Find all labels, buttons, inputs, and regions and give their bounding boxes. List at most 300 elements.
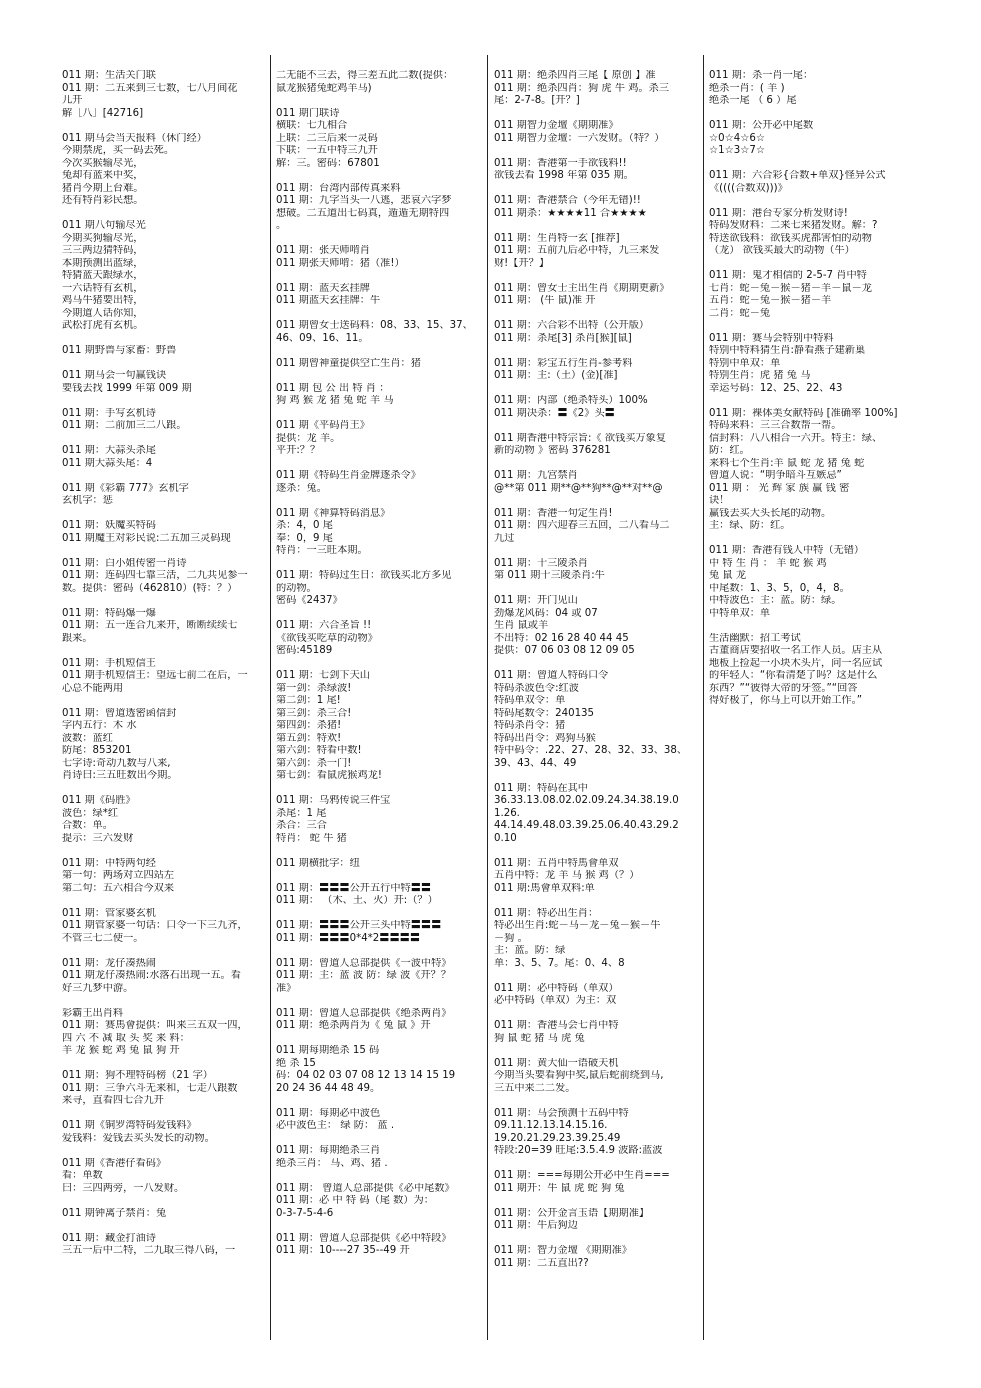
text-line: 地板上捡起一小块木头片，问一名应试	[709, 657, 883, 669]
text-line: 第三剑：杀三合!	[276, 707, 352, 719]
text-line: 绝 杀 15	[276, 1057, 316, 1069]
text-line: 九过	[494, 532, 515, 544]
text-line: 不管三七二使一。	[62, 932, 144, 944]
text-line: 跟来。	[62, 632, 93, 644]
text-line: 上联：二三后来一灵码	[276, 132, 378, 144]
text-line: 生肖 鼠或羊	[494, 620, 549, 631]
text-block	[276, 470, 481, 495]
text-line: 011 期：香港有钱人中特（无错）	[709, 545, 865, 556]
text-line: 011 期杀：★★★★11 合★★★★	[494, 207, 647, 219]
text-line: 011 期：特必出生肖：	[494, 907, 599, 919]
text-line: 今期买狗输尽光，	[62, 232, 144, 244]
text-line: 新的动物 》密码 376281	[494, 445, 611, 456]
text-line: 011 期：生肖特一玄 [推荐]	[494, 232, 620, 244]
text-line: 011 期手机短信王：望远七前二在后，一	[62, 670, 248, 681]
text-line: 011 期：四六迎春三五回，二八看马二	[494, 520, 670, 531]
text-line: 011 期： 曾道人总部提供《必中尾数》	[276, 1182, 455, 1194]
text-line: 46、09、16、11。	[276, 332, 369, 344]
text-block	[276, 1183, 481, 1221]
text-block	[276, 958, 481, 996]
text-block	[494, 395, 699, 420]
text-line: 36.33.13.08.02.02.09.24.34.38.19.0	[494, 795, 679, 806]
text-block	[494, 558, 699, 583]
text-line: 数。提供：密码（462810）(特：？）	[62, 582, 238, 594]
text-line: 011 期 ： 光 辉 家 族 赢 钱 密	[709, 482, 850, 494]
text-line: 杀：4，0 尾	[276, 520, 333, 531]
text-line: 011 期香港中特宗旨:《 欲钱买万象复	[494, 432, 666, 444]
text-block	[276, 358, 481, 371]
text-block	[494, 1108, 699, 1158]
text-line: 二肖：蛇－兔	[709, 307, 771, 319]
text-line: 011 期《铜罗湾特码爱钱料》	[62, 1120, 197, 1131]
text-block	[62, 558, 267, 596]
text-block	[494, 120, 699, 145]
text-block	[276, 1145, 481, 1170]
text-column-4	[709, 70, 924, 770]
text-block	[709, 333, 924, 396]
text-line: 猪肖今期上台难。	[62, 182, 144, 194]
text-line: 1.26.	[494, 807, 520, 819]
text-line: 今期禁虎，买一码去死。	[62, 145, 175, 156]
text-line: 011 期：香港禁合（今年无错)!!	[494, 195, 641, 206]
text-line: 011 期：五一连合九来开，断断续续七	[62, 620, 238, 631]
text-block	[276, 1045, 481, 1095]
text-line: ☆0☆4☆6☆	[709, 132, 765, 144]
text-line: 鼠龙猴猪兔蛇鸡羊马)	[276, 82, 372, 94]
text-line: 平开:？？	[276, 445, 321, 456]
text-line: 今次买猴输尽光，	[62, 157, 144, 169]
text-line: 011 期：九字当头一八逃，悲哀六字梦	[276, 195, 452, 206]
text-block	[276, 320, 481, 345]
text-line: 011 期：黄大仙一语破天机	[494, 1057, 619, 1069]
text-line: 011 期：鬼才相信的 2-5-7 肖中特	[709, 270, 867, 281]
text-column-1	[62, 70, 267, 1335]
text-line: 特中码令：.22、27、28、32、33、38、	[494, 745, 688, 756]
text-line: 011 期：公开必中尾数	[709, 120, 814, 131]
text-line: 011 期：裸体美女献特码 [准确率 100%]	[709, 407, 898, 419]
text-block	[494, 908, 699, 971]
text-line: 011 期：杀尾[3] 杀肖[猴][鼠]	[494, 332, 632, 344]
text-line: 011 期：〓〓〓0*4*2〓〓〓〓	[276, 932, 421, 944]
text-line: 011 期：二前加三二八跟。	[62, 420, 187, 431]
text-line: 011 期管家婆一句话：口令一下三九齐，	[62, 920, 248, 931]
text-line: 第 011 期十三陵杀肖:牛	[494, 570, 605, 581]
text-line: 011 期：绝杀四肖三尾【 原创 】准	[494, 70, 656, 81]
text-block	[276, 508, 481, 558]
text-line: 尾：2-7-8。[开？]	[494, 95, 580, 106]
text-line: 得好极了，你马上可以开始工作。”	[709, 695, 862, 706]
text-line: 011 期:馬會单双料:单	[494, 882, 595, 894]
text-column-2	[276, 70, 481, 1335]
text-line: 解［八］[42716]	[62, 107, 144, 119]
text-line: 特肖： 蛇 牛 猪	[276, 832, 347, 844]
text-line: 011 期：绝杀四肖：狗 虎 牛 鸡。杀三	[494, 82, 670, 94]
text-line: 011 期：生活关门联	[62, 70, 156, 81]
text-line: 想破。二五道出七码真，遁遁无期特四	[276, 207, 450, 219]
text-block	[62, 445, 267, 470]
text-line: 第七剑：看鼠虎猴鸡龙!	[276, 770, 382, 781]
text-block	[62, 795, 267, 845]
text-block	[494, 1208, 699, 1233]
text-block	[62, 1070, 267, 1108]
text-block	[276, 620, 481, 658]
text-line: 011 期：特码爆一爆	[62, 607, 156, 619]
text-line: 来料七个生肖:羊 鼠 蛇 龙 猪 兔 蛇	[709, 457, 865, 469]
text-block	[709, 545, 924, 620]
text-line: 解：三。密码：67801	[276, 157, 380, 169]
text-line: 的动物。	[276, 582, 317, 594]
text-line: 39、43、44、49	[494, 757, 577, 769]
text-line: 第二句：五六相合今双来	[62, 882, 175, 894]
text-line: 011 期：大蒜头杀尾	[62, 445, 156, 456]
text-line: 第一剑：杀绿波!	[276, 682, 352, 694]
text-block	[276, 883, 481, 908]
text-line: 011 期：曾道人总部提供《绝杀两肖》	[276, 1007, 452, 1019]
text-line: 011 期：特码过生日：欲钱买北方多见	[276, 570, 452, 581]
text-block	[494, 283, 699, 308]
text-line: 逐杀：兔。	[276, 482, 327, 494]
text-line: 杀合：三合	[276, 820, 327, 831]
text-line: 011 期：蓝天玄挂牌	[276, 282, 370, 294]
text-line: 特码单双令：单	[494, 695, 566, 706]
text-line: 011 期野兽与家畜：野兽	[62, 345, 177, 356]
text-line: 011 期：港台专家分析发财诗!	[709, 207, 848, 219]
text-block	[62, 70, 267, 120]
text-block	[62, 1158, 267, 1196]
text-block	[62, 908, 267, 946]
text-block	[709, 408, 924, 533]
text-line: 011 期：10----27 35--49 开	[276, 1245, 410, 1256]
text-line: 心总不能两用	[62, 682, 124, 694]
text-line: 的年轻人：“你看清楚了吗？这是什么	[709, 670, 878, 681]
text-line: 杀尾：1 尾	[276, 807, 327, 819]
text-line: 二无能不三去，得三差五此二数(提供：	[276, 70, 454, 81]
text-line: 011 期：公开金言玉语【期期准】	[494, 1207, 650, 1219]
text-line: 011 期：七剑下天山	[276, 670, 370, 681]
text-line: 玄机字：惩	[62, 495, 113, 506]
text-line: 011 期：六合圣旨 !!	[276, 620, 372, 631]
text-block	[276, 670, 481, 783]
text-line: 011 期：赛马会特别中特料	[709, 332, 834, 344]
text-line: 011 期：必 中 特 码（尾 数）为：	[276, 1195, 434, 1206]
text-block	[709, 270, 924, 320]
text-line: 七字诗:奇动九数与八来,	[62, 757, 171, 769]
text-block	[62, 958, 267, 996]
text-line: 011 期：香港一句定生肖!	[494, 507, 613, 519]
text-line: 011 期：连码四七靠三活，二九共见参一	[62, 570, 248, 581]
text-line: 财!【开？】	[494, 257, 550, 269]
text-line: 011 期：智力金壇 《期期准》	[494, 1245, 632, 1256]
text-line: 密码:45189	[276, 645, 333, 656]
text-line: 特别中单双：单	[709, 357, 781, 369]
text-line: 东西？”“彼得大帝的牙签。”“回答	[709, 682, 858, 694]
text-line: 第二剑：1 尾!	[276, 695, 341, 706]
text-block	[494, 320, 699, 345]
text-block	[494, 858, 699, 896]
text-line: 011 期：九宫禁肖	[494, 470, 578, 481]
text-line: 011 期每期绝杀 15 码	[276, 1045, 380, 1056]
text-line: 绝杀三肖： 马、鸡、猪 .	[276, 1157, 388, 1169]
text-line: 011 期：牛后狗边	[494, 1220, 578, 1231]
text-line: 武松打虎有玄机。	[62, 320, 144, 331]
text-line: 提示：三六发财	[62, 832, 134, 844]
text-line: 防尾：853201	[62, 745, 132, 756]
text-line: 011 期：张天师啃肖	[276, 245, 370, 256]
text-line: 准》	[276, 982, 297, 994]
text-line: 011 期：妖魔买特码	[62, 520, 156, 531]
text-block	[62, 345, 267, 358]
text-block	[709, 120, 924, 158]
text-line: 011 期八句输尽光	[62, 220, 146, 231]
text-line: 赢钱去买大头长尾的动物。	[709, 507, 832, 519]
text-block	[494, 195, 699, 220]
text-line: 011 期决杀：〓《2》头〓	[494, 407, 615, 419]
text-line: 四 六 不 减 取 头 奖 来 料：	[62, 1032, 190, 1044]
text-line: 五肖中特：龙 羊 马 猴 鸡（？）	[494, 870, 640, 881]
text-block	[494, 783, 699, 846]
text-line: 011 期：绝杀两肖为《 兔 鼠 》开	[276, 1020, 431, 1031]
text-block	[62, 520, 267, 545]
text-line: 今期当头要看狗中奖,鼠后蛇前绕到马,	[494, 1070, 664, 1081]
text-line: 011 期：管家婆玄机	[62, 907, 156, 919]
text-line: 三五中来二二发。	[494, 1082, 576, 1094]
text-line: 兔却有蓝来中奖，	[62, 170, 144, 181]
text-block	[62, 858, 267, 896]
text-line: 第六剑：杀一门!	[276, 757, 352, 769]
text-block	[62, 483, 267, 508]
text-line: 011 期：彩宝五行生肖-参考料	[494, 357, 633, 369]
text-line: 曾道人说：“明争暗斗互嫉忌”	[709, 470, 842, 481]
text-line: 44.14.49.48.03.39.25.06.40.43.29.2	[494, 820, 679, 831]
text-line: 011 期《平码肖王》	[276, 420, 370, 431]
text-block	[494, 508, 699, 546]
text-line: 防：红。	[709, 445, 750, 456]
text-line: 09.11.12.13.14.15.16.	[494, 1120, 608, 1131]
text-line: 三五一后中二特，二九取三得八码，一	[62, 1245, 236, 1256]
text-line: 一六话特有玄机，	[62, 282, 144, 294]
text-line: 011 期：香港第一手欲钱料!!	[494, 157, 627, 169]
text-line: 波色：绿*红	[62, 807, 119, 819]
text-line: 特码杀波色令:红波	[494, 682, 579, 694]
text-line: 特码尾数令：240135	[494, 707, 595, 719]
text-line: 011 期开：牛 鼠 虎 蛇 狗 兔	[494, 1182, 625, 1194]
text-block	[276, 70, 481, 95]
text-line: 欲钱去看 1998 年第 035 期。	[494, 170, 634, 181]
text-line: 011 期曾女士送码料：08、33、15、37、	[276, 320, 473, 331]
text-line: 第四剑：杀猪!	[276, 720, 342, 731]
text-line: 011 期《彩霸 777》玄机字	[62, 482, 189, 494]
text-block	[709, 633, 924, 708]
text-block	[494, 1170, 699, 1195]
text-block	[494, 433, 699, 458]
text-line: 密码《2437》	[276, 595, 343, 606]
text-line: 鸡马牛猪要出特，	[62, 295, 144, 306]
text-line: 主：蓝。防：绿	[494, 945, 566, 956]
text-line: 绝杀一尾 （ 6 ）尾	[709, 95, 797, 106]
text-line: 不出特：02 16 28 40 44 45	[494, 632, 629, 644]
text-block	[494, 983, 699, 1008]
text-line: 011 期智力金壇《期期准》	[494, 120, 619, 131]
text-block	[276, 420, 481, 458]
text-line: 011 期：六合彩{合数+单双}怪异公式	[709, 170, 886, 181]
text-line: 幸运号码：12、25、22、43	[709, 382, 843, 394]
text-line: 19.20.21.29.23.39.25.49	[494, 1132, 621, 1144]
text-line: 必中特码（单双）为主：双	[494, 995, 617, 1006]
text-line: 本期预测出蓝绿，	[62, 257, 144, 269]
text-line: 011 期：龙仔凑热闹	[62, 957, 156, 969]
text-line: 要钱去找 1999 年第 009 期	[62, 382, 192, 394]
text-line: 011 期门联诗	[276, 107, 340, 119]
text-line: 011 期：每期绝杀三肖	[276, 1145, 381, 1156]
text-line: 提供：龙 羊。	[276, 432, 341, 444]
text-line: 011 期：必中特码（单双）	[494, 982, 619, 994]
text-block	[494, 470, 699, 495]
text-line: 011 期：藏金打油诗	[62, 1232, 156, 1244]
text-line: 011 期：内部（绝杀特头）100%	[494, 395, 648, 406]
text-line: 011 期《码胜》	[62, 795, 136, 806]
text-line: 011 期：手写玄机诗	[62, 407, 156, 419]
text-line: 《((((合数双)))》	[709, 182, 788, 194]
text-line: 011 期：曾道人总部提供《一波中特》	[276, 957, 452, 969]
text-block	[276, 1008, 481, 1033]
text-line: 011 期：台湾内部传真来料	[276, 182, 401, 194]
text-line: 011 期：主：蓝 波 防：绿 波《开？？	[276, 970, 452, 981]
text-line: 011 期大蒜头尾：4	[62, 457, 153, 469]
text-line: 码：04 02 03 07 08 12 13 14 15 19	[276, 1070, 456, 1081]
text-line: 绝杀一肖：( 羊 )	[709, 82, 785, 94]
text-line: 011 期： （木、土、火）开:（？）	[276, 895, 438, 906]
text-line: 011 期 包 公 出 特 肖 ：	[276, 382, 390, 394]
text-line: 0-3-7-5-4-6	[276, 1207, 334, 1219]
text-line: 三三两边猜特码，	[62, 245, 144, 256]
text-line: 011 期：乌鸦传说三件宝	[276, 795, 391, 806]
text-line: 中特单双：单	[709, 607, 771, 619]
text-line: 奉：0，9 尾	[276, 532, 333, 544]
column-divider	[703, 55, 704, 1340]
text-block	[276, 858, 481, 871]
text-line: 生活幽默：招工考试	[709, 632, 801, 644]
text-line: 信封料：八八相合一六开。特主：绿、	[709, 432, 883, 444]
text-line: 特必出生肖:蛇－马－龙－兔－猴－牛	[494, 920, 661, 931]
text-line: 011 期：马会预测十五码中特	[494, 1107, 629, 1119]
column-divider	[270, 55, 271, 1340]
text-line: 中 特 生 肖 ： 羊 蛇 猴 鸡	[709, 557, 827, 569]
text-line: 特码出肖令：鸡狗马猴	[494, 732, 596, 744]
text-line: 011 期：曾道透密函信封	[62, 707, 177, 719]
text-line: 011 期钟离子禁肖：兔	[62, 1207, 167, 1219]
text-line: 兔 鼠 龙	[709, 570, 747, 581]
text-line: 中特波色：主：蓝。防：绿。	[709, 595, 842, 606]
text-line: 中尾数：1、3、5，0，4，8。	[709, 582, 850, 594]
text-block	[62, 1233, 267, 1258]
text-line: 011 期：三争六斗无来和，七走八跟数	[62, 1082, 238, 1094]
text-line: 曰：三四两旁，一八发财。	[62, 1182, 185, 1194]
text-line: 特送欲钱料：欲钱买虎都害怕的动物	[709, 232, 872, 244]
text-line: 特码发财料：二来七来猪发财。解：?	[709, 220, 878, 231]
text-line: 011 期《神算特码消息》	[276, 507, 391, 519]
text-block	[276, 108, 481, 171]
text-line: 肖诗曰:三五旺数出今期。	[62, 770, 178, 781]
text-line: 特别中特料猜生肖:静看燕子建新巢	[709, 345, 866, 356]
text-line: 。	[276, 220, 287, 231]
text-line: 儿开	[62, 95, 83, 106]
text-line: 011 期：曾女士主出生肖《期期更新》	[494, 282, 670, 294]
text-block	[494, 670, 699, 770]
text-line: 横联：七九相合	[276, 120, 348, 131]
text-line: 011 期龙仔凑热闹:水落石出现一五。看	[62, 970, 241, 981]
text-line: 011 期：曾道人总部提供《必中特段》	[276, 1232, 452, 1244]
text-line: 劲爆龙风码：04 或 07	[494, 607, 598, 619]
text-line: 第五剑：特欢!	[276, 732, 342, 744]
text-line: 011 期曾神童提供空亡生肖：猪	[276, 357, 421, 369]
text-line: 011 期：每期必中波色	[276, 1107, 381, 1119]
text-line: 011 期《特码生肖金牌逐杀令》	[276, 470, 421, 481]
text-line: 011 期：〓〓〓公开三头中特〓〓〓	[276, 920, 442, 931]
text-line: 011 期：五前九后必中特，九三来发	[494, 245, 660, 256]
text-block	[276, 245, 481, 270]
text-line: 011 期智力金壇：一六发财。（特？）	[494, 132, 665, 144]
text-line: 011 期：六合彩不出特（公开版）	[494, 320, 650, 331]
text-line: @**第 011 期**@**狗**@**对**@	[494, 482, 663, 494]
text-line: 特段:20=39 旺尾:3.5.4.9 波路:蓝波	[494, 1145, 663, 1156]
text-line: 单：3、5、7。尾：0、4、8	[494, 957, 625, 969]
text-line: 011 期：〓〓〓公开五行中特〓〓	[276, 882, 432, 894]
text-line: 看：单数	[62, 1170, 103, 1181]
text-line: 还有特肖彩民想。	[62, 195, 144, 206]
text-line: 狗 鸡 猴 龙 猪 兔 蛇 羊 马	[276, 395, 394, 406]
text-line: 七肖：蛇－兔－猴－猪－羊－鼠－龙	[709, 282, 872, 294]
text-line: 011 期：开门见山	[494, 595, 578, 606]
text-line: 011 期：主:（土）(金)[准]	[494, 370, 618, 381]
text-line: 主：绿、防：红。	[709, 520, 791, 531]
text-block	[494, 1245, 699, 1270]
text-line: 011 期：曾道人特码口令	[494, 670, 609, 681]
text-block	[62, 133, 267, 208]
text-line: 来寻，直看四七合九开	[62, 1095, 164, 1106]
text-column-3	[494, 70, 699, 1335]
text-line: 011 期：二五来到三七数，七八月间花	[62, 82, 238, 94]
text-block	[62, 220, 267, 333]
text-line: 第六剑：特看中数!	[276, 745, 362, 756]
text-block	[709, 170, 924, 195]
text-line: 必中波色主： 绿 防： 蓝 .	[276, 1120, 395, 1131]
text-line: 011 期《香港仔看码》	[62, 1157, 167, 1169]
text-line: 特猜蓝天跟绿水，	[62, 270, 144, 281]
text-line: 爱钱料：爱钱去买头发长的动物。	[62, 1132, 215, 1144]
text-block	[494, 358, 699, 383]
text-block	[276, 183, 481, 233]
text-line: 好三九梦中游。	[62, 982, 134, 994]
text-line: 011 期：五肖中特馬會单双	[494, 857, 619, 869]
text-line: 011 期：===每期公开必中生肖===	[494, 1170, 670, 1181]
text-block	[276, 570, 481, 608]
text-block	[494, 595, 699, 658]
text-line: 011 期魔王对彩民说:二五加三灵码现	[62, 532, 231, 544]
text-line: 011 期：十三陵杀肖	[494, 557, 588, 569]
column-divider	[487, 55, 488, 1340]
text-line: 011 期：二五直出??	[494, 1257, 589, 1269]
text-line: 古董商店要招收一名工作人员。店主从	[709, 645, 883, 656]
text-line: 特肖：一三旺本期。	[276, 545, 368, 556]
text-line: 011 期： (牛 鼠)准 开	[494, 295, 596, 306]
text-block	[494, 158, 699, 183]
text-line: 011 期：手机短信王	[62, 657, 156, 669]
text-line: 今期道人话你知，	[62, 307, 144, 319]
text-line: 特别生肖：虎 猪 兔 马	[709, 370, 811, 381]
text-block	[62, 708, 267, 783]
text-line: 彩霸王出肖料	[62, 1007, 124, 1019]
text-line: 合数：单。	[62, 820, 113, 831]
